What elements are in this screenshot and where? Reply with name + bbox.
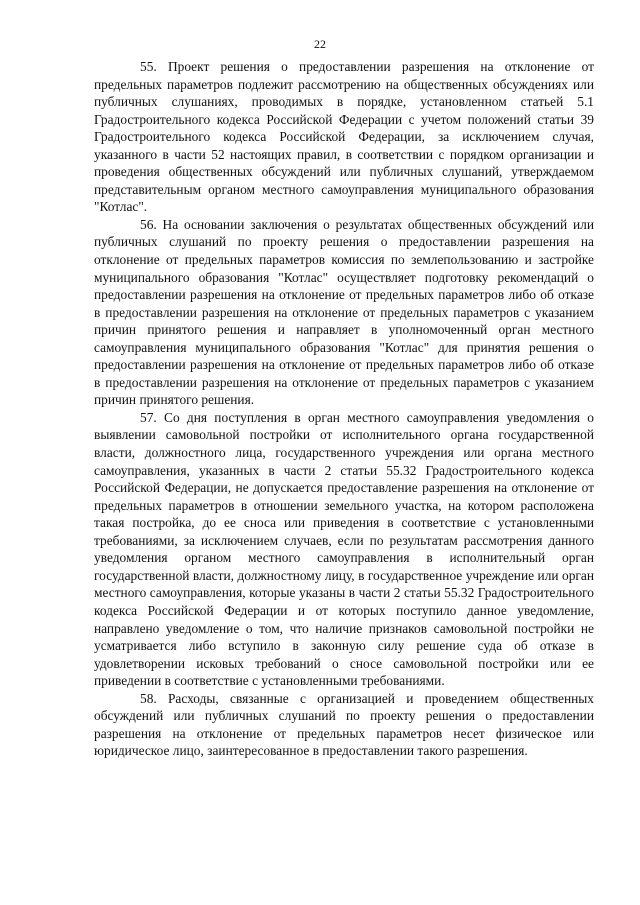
paragraph-56: 56. На основании заключения о результатах общественных обсуждений или публичных слушаний по проекту решения о предоставлении разрешения на отклонение от предельных параметров комиссия по землепользованию и застройке муниципального образования "Котлас" осуществляет подготовку рекомендаций о предоставлении разрешения на отклонение от предельных параметров либо об отказе в предоставлении разрешения на отклонение от предельных параметров с указанием причин принятого решения и направляет в уполномоченный орган местного самоуправления муниципального образования "Котлас" для принятия решения о предоставлении разрешения на отклонение от предельных параметров либо об отказе в предоставлении разрешения на отклонение от предельных параметров с указанием причин принятого решения. [94,216,594,408]
paragraph-57: 57. Со дня поступления в орган местного самоуправления уведомления о выявлении самовольной постройки от исполнительного органа государственной власти, должностного лица, государственного учреждения или органа местного самоуправления, указанных в части 2 статьи 55.32 Градостроительного кодекса Российской Федерации, не допускается предоставление разрешения на отклонение от предельных параметров в отношении земельного участка, на котором расположена такая постройка, до ее сноса или приведения в соответствие с установленными требованиями, за исключением случаев, если по результатам рассмотрения данного уведомления органом местного самоуправления в исполнительный орган государственной власти, должностному лицу, в государственное учреждение или орган местного самоуправления, которые указаны в части 2 статьи 55.32 Градостроительного кодекса Российской Федерации и от которых поступило данное уведомление, направлено уведомление о том, что наличие признаков самовольной постройки не усматривается либо вступило в законную силу решение суда об отказе в удовлетворении исковых требований о сносе самовольной постройки или ее приведении в соответствие с установленными требованиями. [94,409,594,689]
page-number: 22 [314,37,326,51]
paragraph-58: 58. Расходы, связанные с организацией и проведением общественных обсуждений или публичных слушаний по проекту решения о предоставлении разрешения на отклонение от предельных параметров несет физическое или юридическое лицо, заинтересованное в предоставлении такого разрешения. [94,690,594,759]
document-body [94,58,594,760]
paragraph-55: 55. Проект решения о предоставлении разрешения на отклонение от предельных параметров подлежит рассмотрению на общественных обсуждениях или публичных слушаниях, проводимых в порядке, установленном статьей 5.1 Градостроительного кодекса Российской Федерации с учетом положений статьи 39 Градостроительного кодекса Российской Федерации, за исключением случая, указанного в части 52 настоящих правил, в соответствии с порядком организации и проведения общественных обсуждений или публичных слушаний, утверждаемом представительным органом местного самоуправления муниципального образования "Котлас". [94,59,594,215]
